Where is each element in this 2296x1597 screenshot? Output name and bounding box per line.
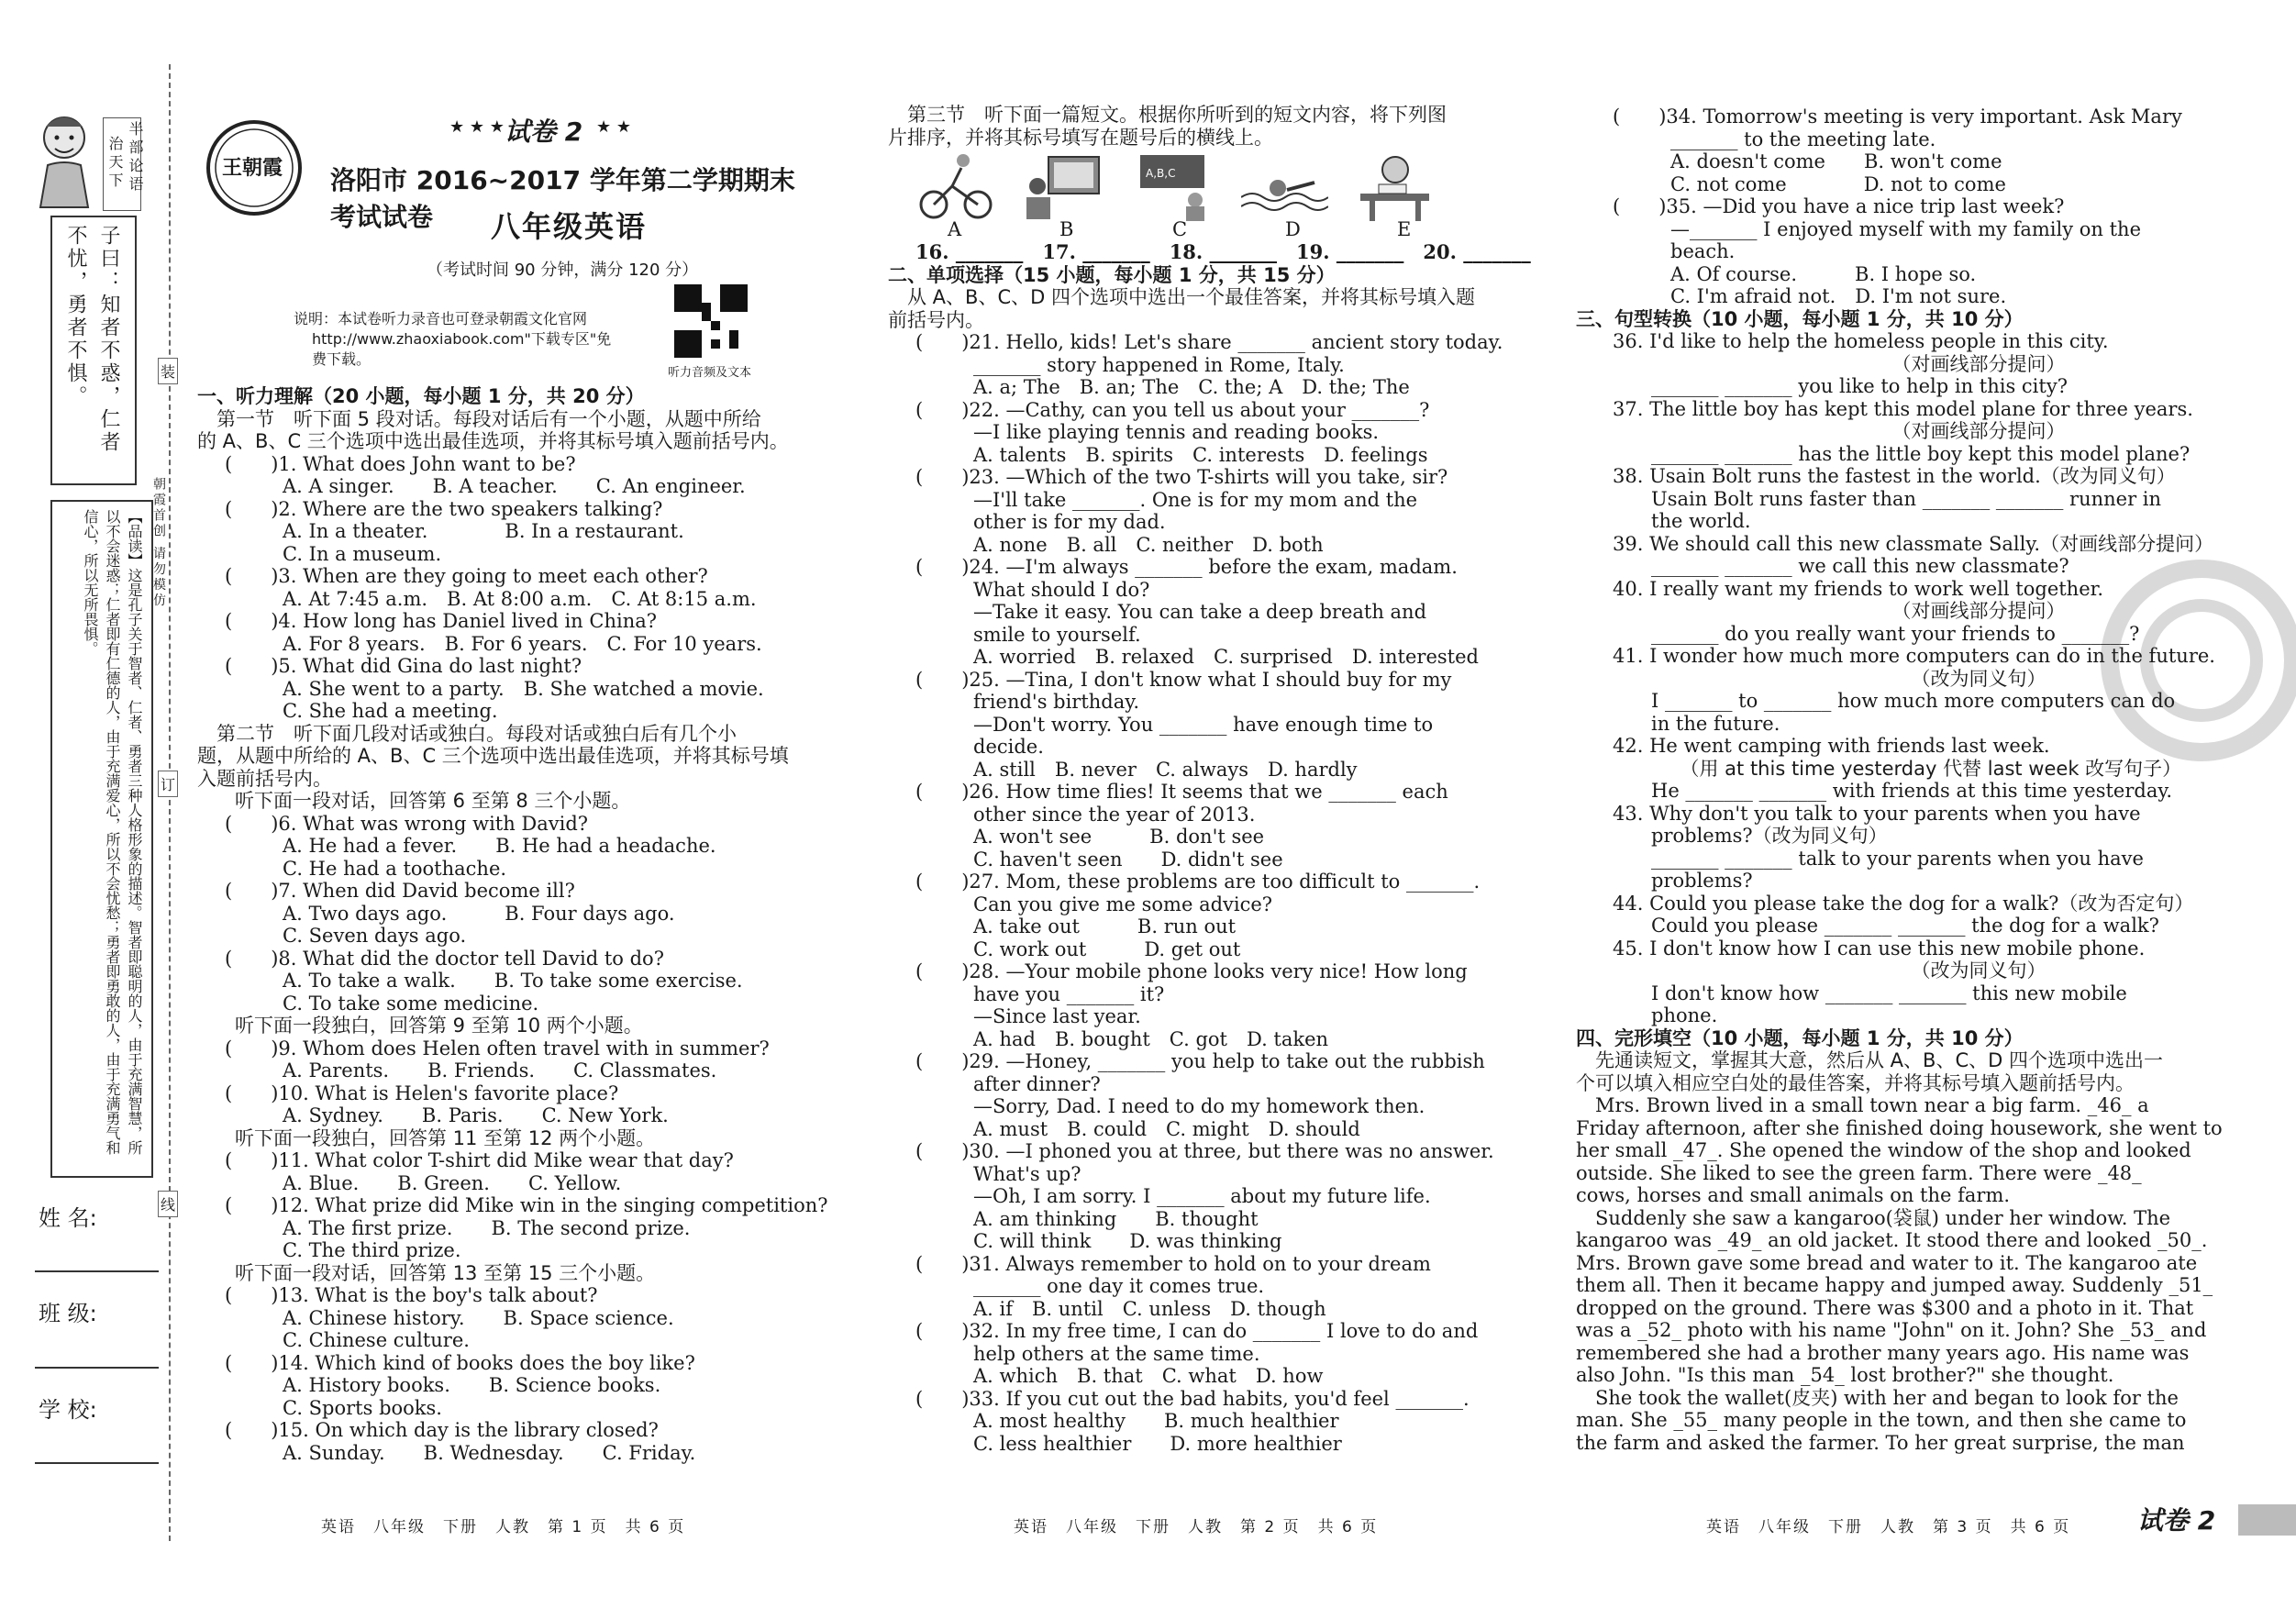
exam-badge: 试卷 2 — [505, 116, 583, 147]
question-36-answer[interactable]: _______ _______ you like to help in this city? — [1613, 375, 2068, 397]
question-21-line-2: _______ story happened in Rome, Italy. — [915, 353, 1345, 376]
question-26: ( )26. How time flies! It seems that we _______ each — [915, 781, 1448, 803]
listening-part2-intro: 第二节 听下面几段对话或独白。每段对话或独白后有几个小 — [197, 722, 737, 745]
exam-note-2: http://www.zhaoxiabook.com"下载专区"免 — [312, 330, 612, 348]
cloze-line-10: dropped on the ground. There was $300 and a photo in it. That — [1576, 1296, 2194, 1319]
question-24-line-3: —Take it easy. You can take a deep breath and — [915, 601, 1427, 623]
question-38: 38. Usain Bolt runs the fastest in the world.（改为同义句） — [1613, 465, 2176, 487]
cloze-line-11: was a _52_ photo with his name "John" on it. John? She _53_ and — [1576, 1319, 2207, 1341]
question-11-options: A. Blue. B. Green. C. Yellow. — [225, 1171, 622, 1194]
question-23-line-3: other is for my dad. — [915, 511, 1166, 533]
question-10-options: A. Sydney. B. Paris. C. New York. — [225, 1104, 669, 1126]
question-35-line-3: beach. — [1613, 240, 1736, 262]
question-2-options-2: C. In a museum. — [225, 542, 442, 565]
question-25-line-3: —Don't worry. You _______ have enough time to — [915, 713, 1434, 736]
cloze-line-2: Friday afternoon, after she finished doing housework, she went to — [1576, 1116, 2223, 1139]
question-8-options-2: C. To take some medicine. — [225, 992, 539, 1015]
question-15-options: A. Sunday. B. Wednesday. C. Friday. — [225, 1441, 696, 1464]
question-27-options: A. take out B. run out — [915, 915, 1237, 937]
question-13-options: A. Chinese history. B. Space science. — [225, 1306, 674, 1329]
cloze-line-5: cows, horses and small animals on the farm. — [1576, 1184, 2011, 1206]
motto-line-1: 半部论语 — [127, 121, 144, 194]
listening-part3-intro-2: 片排序，并将其标号填写在题号后的横线上。 — [888, 126, 1273, 149]
exam-subject: 八年级英语 — [491, 209, 648, 244]
question-14: ( )14. Which kind of books does the boy like? — [225, 1351, 695, 1374]
question-32-line-2: help others at the same time. — [915, 1342, 1260, 1365]
question-22-line-2: —I like playing tennis and reading books. — [915, 421, 1380, 443]
question-5-options-2: C. She had a meeting. — [225, 700, 498, 722]
question-5-options: A. She went to a party. B. She watched a movie. — [225, 677, 764, 700]
binding-line — [169, 64, 171, 1541]
question-30: ( )30. —I phoned you at three, but there was no answer. — [915, 1140, 1494, 1162]
question-37-answer[interactable]: _______ _______ has the little boy kept this model plane? — [1613, 442, 2191, 465]
question-40-answer[interactable]: _______ do you really want your friends to _______? — [1613, 622, 2140, 645]
logo-text: 王朝霞 — [222, 157, 283, 180]
svg-text:A,B,C: A,B,C — [1146, 167, 1176, 180]
question-33-options: A. most healthy B. much healthier — [915, 1410, 1339, 1432]
question-25-line-2: friend's birthday. — [915, 691, 1140, 713]
instruction-11-12: 听下面一段独白，回答第 11 至第 12 两个小题。 — [216, 1126, 656, 1149]
question-1: ( )1. What does John want to be? — [225, 452, 576, 475]
question-34: ( )34. Tomorrow's meeting is very important. Ask Mary — [1613, 105, 2182, 128]
exam-header — [183, 110, 807, 385]
instruction-6-8: 听下面一段对话，回答第 6 至第 8 三个小题。 — [216, 790, 631, 812]
question-33: ( )33. If you cut out the bad habits, you'd feel _______. — [915, 1387, 1470, 1410]
qr-caption: 听力音频及文本 — [668, 366, 752, 380]
question-25: ( )25. —Tina, I don't know what I should buy for my — [915, 668, 1452, 691]
question-31-line-2: _______ one day it comes true. — [915, 1275, 1265, 1297]
question-29-line-3: —Sorry, Dad. I need to do my homework then. — [915, 1095, 1425, 1117]
question-35-options-2: C. I'm afraid not. D. I'm not sure. — [1613, 285, 2007, 307]
question-37-note: （对画线部分提问） — [1613, 420, 2066, 442]
corner-badge: 试卷 2 — [2137, 1505, 2216, 1536]
instruction-9-10: 听下面一段独白，回答第 9 至第 10 两个小题。 — [216, 1015, 643, 1037]
question-43-answer-2: problems? — [1613, 870, 1753, 892]
cloze-line-7: kangaroo was _49_ an old jacket. It stood there and looked _50_. — [1576, 1229, 2208, 1251]
question-38-answer[interactable]: Usain Bolt runs faster than _______ _______ runner in — [1613, 487, 2162, 510]
question-24-options: A. worried B. relaxed C. surprised D. interested — [915, 646, 1479, 668]
question-6: ( )6. What was wrong with David? — [225, 812, 589, 835]
question-14-options-2: C. Sports books. — [225, 1396, 442, 1419]
cloze-line-13: also John. "Is this man _54_ lost brother?" she thought. — [1576, 1364, 2114, 1386]
question-8: ( )8. What did the doctor tell David to do? — [225, 947, 664, 970]
question-13: ( )13. What is the boy's talk about? — [225, 1284, 598, 1306]
cloze-line-3: her small _47_. She opened the window of the shop and looked — [1576, 1139, 2191, 1161]
question-43-answer[interactable]: _______ _______ talk to your parents when you have — [1613, 847, 2144, 870]
cloze-intro-2: 个可以填入相应空白处的最佳答案，并将其标号填入题前括号内。 — [1576, 1071, 2135, 1094]
question-41-answer[interactable]: I _______ to _______ how much more computers can do — [1613, 690, 2176, 712]
question-39: 39. We should call this new classmate Sally.（对画线部分提问） — [1613, 532, 2214, 555]
question-6-options: A. He had a fever. B. He had a headache. — [225, 835, 716, 857]
cloze-line-12: remembered she had a brother many years ago. His name was — [1576, 1341, 2190, 1364]
question-31-options: A. if B. until C. unless D. though — [915, 1297, 1326, 1320]
question-35: ( )35. —Did you have a nice trip last week? — [1613, 195, 2065, 217]
question-28-line-3: —Since last year. — [915, 1005, 1141, 1027]
question-45-answer[interactable]: I don't know how _______ _______ this new mobile — [1613, 981, 2127, 1004]
question-2: ( )2. Where are the two speakers talking? — [225, 497, 663, 520]
question-6-options-2: C. He had a toothache. — [225, 857, 507, 880]
exam-info: （考试时间 90 分钟，满分 120 分） — [427, 261, 699, 280]
binding-mark-1: 装 — [158, 358, 178, 384]
question-26-options-2: C. haven't seen D. didn't see — [915, 848, 1283, 871]
class-field[interactable] — [35, 1367, 159, 1369]
listening-part3-intro: 第三节 听下面一篇短文。根据你所听到的短文内容，将下列图 — [888, 104, 1447, 126]
question-34-options-2: C. not come D. not to come — [1613, 172, 2006, 195]
question-22-options: A. talents B. spirits C. interests D. feelings — [915, 443, 1428, 466]
question-30-options-2: C. will think D. was thinking — [915, 1230, 1282, 1252]
listening-part1-intro-2: 的 A、B、C 三个选项中选出最佳选项，并将其标号填入题前括号内。 — [197, 430, 789, 452]
question-8-options: A. To take a walk. B. To take some exercise. — [225, 970, 743, 992]
question-30-options: A. am thinking B. thought — [915, 1207, 1259, 1230]
question-36: 36. I'd like to help the homeless people in this city. — [1613, 330, 2109, 352]
question-24: ( )24. —I'm always _______ before the exam, madam. — [915, 556, 1458, 578]
question-21-options: A. a; The B. an; The C. the; A D. the; The — [915, 376, 1410, 398]
question-2-options: A. In a theater. B. In a restaurant. — [225, 520, 684, 542]
question-12-options: A. The first prize. B. The second prize. — [225, 1216, 691, 1239]
picture-label-a: A — [948, 218, 962, 240]
question-21: ( )21. Hello, kids! Let's share _______ ancient story today. — [915, 331, 1503, 353]
listening-part1-intro: 第一节 听下面 5 段对话。每段对话后有一个小题，从题中所给 — [197, 407, 761, 430]
exam-note-3: 费下载。 — [312, 350, 372, 368]
question-24-line-2: What should I do? — [915, 578, 1150, 601]
question-12-options-2: C. The third prize. — [225, 1239, 461, 1261]
question-33-options-2: C. less healthier D. more healthier — [915, 1432, 1342, 1455]
section-cloze-title: 四、完形填空（10 小题，每小题 1 分，共 10 分） — [1576, 1026, 2024, 1049]
picture-label-b: B — [1059, 218, 1074, 240]
question-27-options-2: C. work out D. get out — [915, 937, 1241, 960]
question-37: 37. The little boy has kept this model plane for three years. — [1613, 397, 2193, 420]
question-38-answer-2: the world. — [1613, 510, 1751, 532]
qr-code-icon[interactable] — [674, 284, 748, 358]
confucius-cartoon-icon — [28, 108, 101, 209]
exam-title: 洛阳市 2016~2017 学年第二学期期末考试试卷 — [330, 165, 795, 232]
question-28-line-2: have you _______ it? — [915, 982, 1165, 1005]
cloze-line-4: outside. She liked to see the green farm. There were _48_ — [1576, 1161, 2142, 1184]
question-23-line-2: —I'll take _______. One is for my mom and the — [915, 488, 1418, 511]
exam-note-1: 说明：本试卷听力录音也可登录朝霞文化官网 — [294, 310, 588, 327]
question-36-note: （对画线部分提问） — [1613, 352, 2066, 375]
cloze-line-9: them all. Then it became happy and jumped away. Suddenly _51_ — [1576, 1274, 2213, 1296]
listening-part2-intro-3: 入题前括号内。 — [197, 767, 332, 790]
cloze-line-16: the farm and asked the farmer. To her great surprise, the man — [1576, 1431, 2185, 1454]
cloze-line-6: Suddenly she saw a kangaroo(袋鼠) under her window. The — [1576, 1206, 2171, 1229]
question-3-options: A. At 7:45 a.m. B. At 8:00 a.m. C. At 8:15 a.m. — [225, 587, 757, 610]
question-9: ( )9. Whom does Helen often travel with in summer? — [225, 1037, 770, 1059]
question-11: ( )11. What color T-shirt did Mike wear that day? — [225, 1149, 734, 1171]
question-25-line-4: decide. — [915, 736, 1044, 758]
question-34-options: A. doesn't come B. won't come — [1613, 150, 2002, 172]
question-41: 41. I wonder how much more computers can do in the future. — [1613, 645, 2215, 667]
question-31: ( )31. Always remember to hold on to your dream — [915, 1252, 1431, 1275]
picture-c-classroom-icon — [1131, 150, 1214, 223]
question-41-note: （改为同义句） — [1613, 667, 2046, 690]
question-3: ( )3. When are they going to meet each other? — [225, 565, 708, 587]
question-32-options: A. which B. that C. what D. how — [915, 1365, 1324, 1387]
confucius-quote: 子曰：知者不惑，仁者不忧，勇者不惧。 — [64, 225, 120, 454]
picture-label-c: C — [1172, 218, 1188, 240]
picture-e-studying-icon — [1351, 150, 1438, 223]
cloze-line-14: She took the wallet(皮夹) with her and began to look for the — [1576, 1386, 2179, 1409]
question-26-line-2: other since the year of 2013. — [915, 803, 1256, 826]
picture-order-blanks[interactable]: 16. _______ 17. _______ 18. _______ 19. _______ 20. _______ — [915, 240, 1531, 263]
cloze-intro: 先通读短文，掌握其大意，然后从 A、B、C、D 四个选项中选出一 — [1576, 1049, 2163, 1071]
sidebar — [0, 0, 174, 1597]
question-5: ( )5. What did Gina do last night? — [225, 655, 582, 677]
question-22: ( )22. —Cathy, can you tell us about your _______? — [915, 398, 1430, 421]
question-35-options: A. Of course. B. I hope so. — [1613, 262, 1977, 285]
commentary-text: 【品读】这是孔子关于智者、仁者、勇者三种人格形象的描述。智者即聪明的人，由于充满智慧，所以不会迷惑；仁者即有仁德的人，由于充满爱心，所以不会忧愁；勇者即勇敢的人，由于充满勇气和信心，所以无所畏惧。 — [82, 509, 143, 1155]
question-34-line-2: _______ to the meeting late. — [1613, 128, 1936, 150]
question-30-line-3: —Oh, I am sorry. I _______ about my future life. — [915, 1185, 1431, 1207]
choice-intro-2: 前括号内。 — [888, 308, 984, 331]
question-24-line-4: smile to yourself. — [915, 623, 1141, 646]
question-4-options: A. For 8 years. B. For 6 years. C. For 10 years. — [225, 632, 762, 655]
picture-label-d: D — [1285, 218, 1301, 240]
question-39-answer[interactable]: _______ _______ we call this new classmate? — [1613, 555, 2069, 577]
question-4: ( )4. How long has Daniel lived in China? — [225, 610, 657, 632]
section-listening-title: 一、听力理解（20 小题，每小题 1 分，共 20 分） — [197, 385, 645, 407]
question-45-note: （改为同义句） — [1613, 959, 2046, 981]
watermark-seal-icon — [2101, 560, 2296, 761]
question-29: ( )29. —Honey, _______ you help to take out the rubbish — [915, 1050, 1485, 1072]
page-3-footer: 英语 八年级 下册 人教 第 3 页 共 6 页 — [1706, 1518, 2071, 1536]
question-26-options: A. won't see B. don't see — [915, 826, 1265, 848]
question-43-line-2: problems?（改为同义句） — [1613, 825, 1888, 847]
question-45: 45. I don't know how I can use this new mobile phone. — [1613, 937, 2146, 959]
choice-intro: 从 A、B、C、D 四个选项中选出一个最佳答案，并将其标号填入题 — [888, 286, 1475, 308]
question-27-line-2: Can you give me some advice? — [915, 893, 1273, 915]
class-label: 班 级: — [39, 1301, 97, 1326]
question-23: ( )23. —Which of the two T-shirts will you take, sir? — [915, 466, 1448, 488]
question-32: ( )32. In my free time, I can do _______ I love to do and — [915, 1320, 1479, 1342]
question-42-note: （用 at this time yesterday 代替 last week 改写句子） — [1613, 757, 2182, 780]
question-25-options: A. still B. never C. always D. hardly — [915, 758, 1358, 781]
picture-a-cycling-icon — [915, 150, 998, 223]
name-label: 姓 名: — [39, 1205, 97, 1231]
question-7: ( )7. When did David become ill? — [225, 880, 575, 902]
question-44-answer[interactable]: Could you please _______ _______ the dog for a walk? — [1613, 915, 2159, 937]
school-label: 学 校: — [39, 1397, 97, 1423]
corner-bar — [2238, 1504, 2296, 1536]
question-42-answer[interactable]: He _______ _______ with friends at this time yesterday. — [1613, 780, 2173, 802]
badge-stars-icon: ★ ★ ★ — [449, 117, 505, 137]
question-10: ( )10. What is Helen's favorite place? — [225, 1081, 619, 1104]
question-35-line-2: —_______ I enjoyed myself with my family on the — [1613, 217, 2142, 240]
listening-part2-intro-2: 题，从题中所给的 A、B、C 三个选项中选出最佳选项，并将其标号填 — [197, 745, 789, 767]
question-12: ( )12. What prize did Mike win in the singing competition? — [225, 1194, 828, 1216]
section-transform-title: 三、句型转换（10 小题，每小题 1 分，共 10 分） — [1576, 307, 2024, 330]
page-2-footer: 英语 八年级 下册 人教 第 2 页 共 6 页 — [1014, 1518, 1379, 1536]
badge-stars-right-icon: ★ ★ — [596, 117, 631, 137]
cloze-line-8: Mrs. Brown gave some bread and water to it. The kangaroo ate — [1576, 1251, 2198, 1274]
picture-d-swimming-icon — [1241, 150, 1328, 223]
cloze-line-1: Mrs. Brown lived in a small town near a big farm. _46_ a — [1576, 1094, 2149, 1116]
question-13-options-2: C. Chinese culture. — [225, 1329, 470, 1351]
school-field[interactable] — [35, 1462, 159, 1464]
page-1-footer: 英语 八年级 下册 人教 第 1 页 共 6 页 — [321, 1518, 686, 1536]
picture-label-e: E — [1397, 218, 1412, 240]
question-14-options: A. History books. B. Science books. — [225, 1374, 661, 1396]
binding-mark-2: 订 — [158, 771, 178, 797]
question-7-options-2: C. Seven days ago. — [225, 925, 467, 947]
question-1-options: A. A singer. B. A teacher. C. An engineer. — [225, 475, 746, 497]
question-7-options: A. Two days ago. B. Four days ago. — [225, 902, 675, 925]
copyright-notice: 朝霞首创 请勿模仿 — [151, 477, 166, 609]
question-28: ( )28. —Your mobile phone looks very nice! How long — [915, 960, 1468, 982]
question-15: ( )15. On which day is the library closed? — [225, 1419, 659, 1441]
question-43: 43. Why don't you talk to your parents when you have — [1613, 802, 2141, 825]
instruction-13-15: 听下面一段对话，回答第 13 至第 15 三个小题。 — [216, 1261, 656, 1284]
question-30-line-2: What's up? — [915, 1162, 1081, 1185]
question-45-answer-2: phone. — [1613, 1004, 1718, 1026]
section-choice-title: 二、单项选择（15 小题，每小题 1 分，共 15 分） — [888, 263, 1336, 286]
question-29-options: A. must B. could C. might D. should — [915, 1117, 1360, 1140]
name-field[interactable] — [35, 1270, 159, 1272]
binding-mark-3: 线 — [158, 1191, 178, 1217]
question-9-options: A. Parents. B. Friends. C. Classmates. — [225, 1059, 717, 1081]
question-40: 40. I really want my friends to work well together. — [1613, 577, 2104, 600]
cloze-line-15: man. She _55_ many people in the town, and then she came to — [1576, 1409, 2187, 1431]
question-40-note: （对画线部分提问） — [1613, 600, 2066, 622]
question-41-answer-2: in the future. — [1613, 712, 1780, 735]
question-28-options: A. had B. bought C. got D. taken — [915, 1027, 1329, 1050]
question-27: ( )27. Mom, these problems are too difficult to _______. — [915, 871, 1481, 893]
question-23-options: A. none B. all C. neither D. both — [915, 533, 1324, 556]
question-29-line-2: after dinner? — [915, 1072, 1101, 1095]
question-42: 42. He went camping with friends last week. — [1613, 735, 2050, 757]
question-44: 44. Could you please take the dog for a walk?（改为否定句） — [1613, 892, 2194, 915]
picture-b-tv-icon — [1021, 150, 1104, 223]
motto-line-2: 治天下 — [106, 136, 124, 191]
